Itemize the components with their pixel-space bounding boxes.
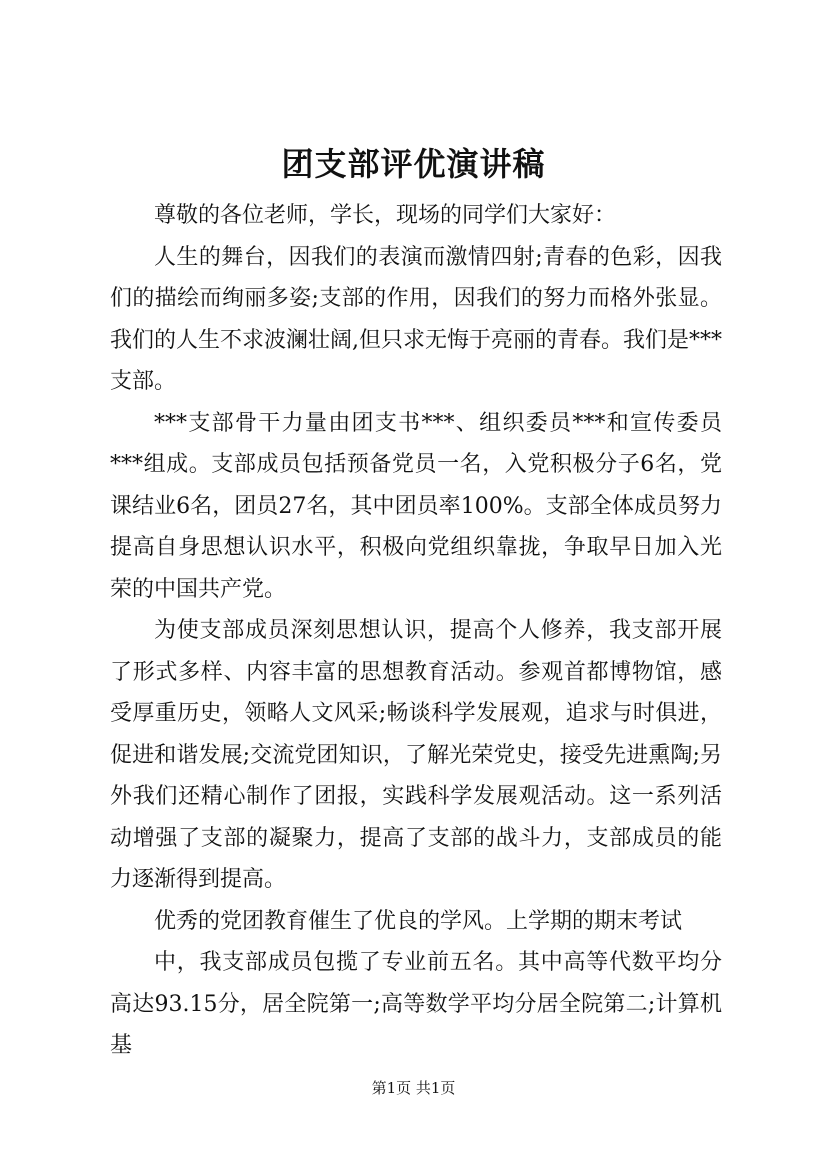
document-body xyxy=(110,195,722,1067)
paragraph-study-style: 优秀的党团教育催生了优良的学风。上学期的期末考试 xyxy=(154,908,683,934)
page-footer: 第1页 共1页 xyxy=(371,1079,456,1097)
paragraph-exam-results: 中，我支部成员包揽了专业前五名。其中高等代数平均分高达93.15分，居全院第一;高等数学平均分居全院第二;计算机基 xyxy=(110,950,722,1058)
paragraph-greeting: 尊敬的各位老师，学长，现场的同学们大家好： xyxy=(154,203,617,228)
paragraph-intro: 人生的舞台，因我们的表演而激情四射;青春的色彩，因我们的描绘而绚丽多姿;支部的作用，因我们的努力而格外张显。我们的人生不求波澜壮阔,但只求无悔于亮丽的青春。我们是***支部。 xyxy=(110,244,722,394)
document-title: 团支部评优演讲稿 xyxy=(281,145,546,183)
paragraph-members: ***支部骨干力量由团支书***、组织委员***和宣传委员***组成。支部成员包括预备党员一名，入党积极分子6名，党课结业6名，团员27名，其中团员率100%。支部全体成员努力提高自身思想认识水平，积极向党组织靠拢，争取早日加入光荣的中国共产党。 xyxy=(110,410,722,602)
paragraph-activities: 为使支部成员深刻思想认识，提高个人修养，我支部开展了形式多样、内容丰富的思想教育活动。参观首都博物馆，感受厚重历史，领略人文风采;畅谈科学发展观，追求与时俱进，促进和谐发展;交流党团知识，了解光荣党史，接受先进熏陶;另外我们还精心制作了团报，实践科学发展观活动。这一系列活动增强了支部的凝聚力，提高了支部的战斗力，支部成员的能力逐渐得到提高。 xyxy=(110,618,722,892)
